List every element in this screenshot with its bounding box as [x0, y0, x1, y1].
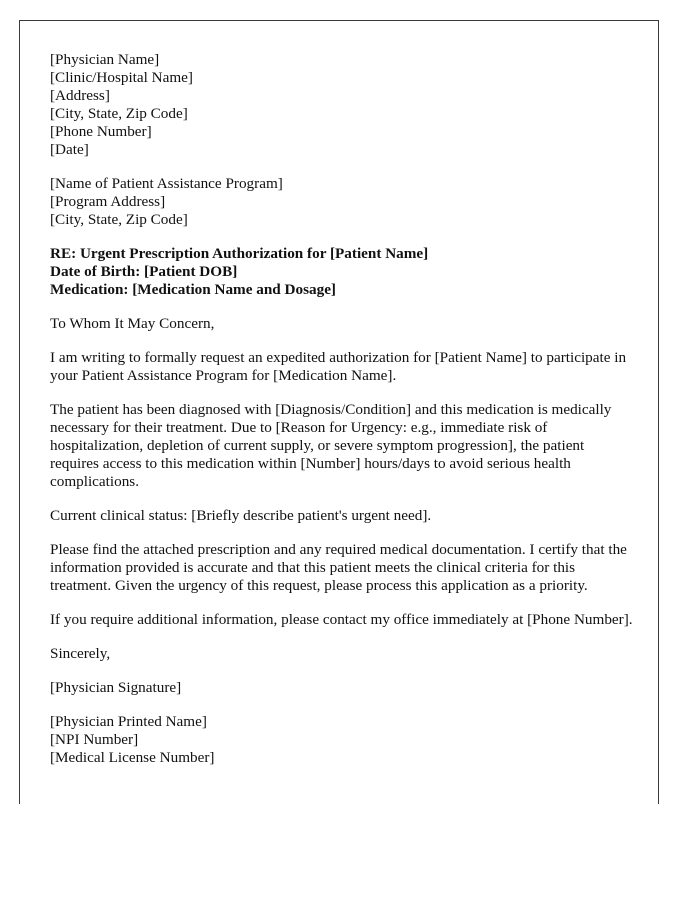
npi-number: [NPI Number] — [50, 731, 139, 748]
letter-date: [Date] — [50, 141, 89, 158]
sender-phone: [Phone Number] — [50, 123, 152, 140]
letter-page — [19, 20, 659, 804]
re-block — [50, 245, 636, 299]
recipient-city-state-zip: [City, State, Zip Code] — [50, 211, 188, 228]
paragraph-contact: If you require additional information, please contact my office immediately at [Phone Number]. — [50, 611, 633, 628]
physician-printed-name: [Physician Printed Name] — [50, 713, 207, 730]
sender-physician-name: [Physician Name] — [50, 51, 160, 68]
recipient-program-address: [Program Address] — [50, 193, 166, 210]
salutation: To Whom It May Concern, — [50, 315, 215, 332]
valediction: Sincerely, — [50, 645, 111, 662]
recipient-block — [50, 175, 636, 229]
sender-block — [50, 51, 636, 159]
recipient-program-name: [Name of Patient Assistance Program] — [50, 175, 283, 192]
sender-address: [Address] — [50, 87, 110, 104]
signature-details — [50, 713, 636, 767]
re-medication: Medication: [Medication Name and Dosage] — [50, 281, 336, 298]
paragraph-clinical-status: Current clinical status: [Briefly describe patient's urgent need]. — [50, 507, 432, 524]
sender-city-state-zip: [City, State, Zip Code] — [50, 105, 188, 122]
medical-license-number: [Medical License Number] — [50, 749, 215, 766]
re-dob: Date of Birth: [Patient DOB] — [50, 263, 238, 280]
paragraph-request: I am writing to formally request an expedited authorization for [Patient Name] to participate in your Patient Assistance Program for [Medication Name]. — [50, 349, 627, 384]
physician-signature: [Physician Signature] — [50, 679, 182, 696]
sender-clinic: [Clinic/Hospital Name] — [50, 69, 193, 86]
re-subject: RE: Urgent Prescription Authorization for [Patient Name] — [50, 245, 429, 262]
letter-content — [50, 51, 636, 767]
paragraph-certification: Please find the attached prescription and any required medical documentation. I certify that the information provided is accurate and that this patient meets the clinical criteria for this treatment. Given the urgency of this request, please process this application as a priority. — [50, 541, 627, 594]
paragraph-urgency: The patient has been diagnosed with [Diagnosis/Condition] and this medication is medically necessary for their treatment. Due to [Reason for Urgency: e.g., immediate risk of hospitalization, depletion of current supply, or severe symptom progression], the patient requires access to this medication within [Number] hours/days to avoid serious health complications. — [50, 401, 612, 490]
